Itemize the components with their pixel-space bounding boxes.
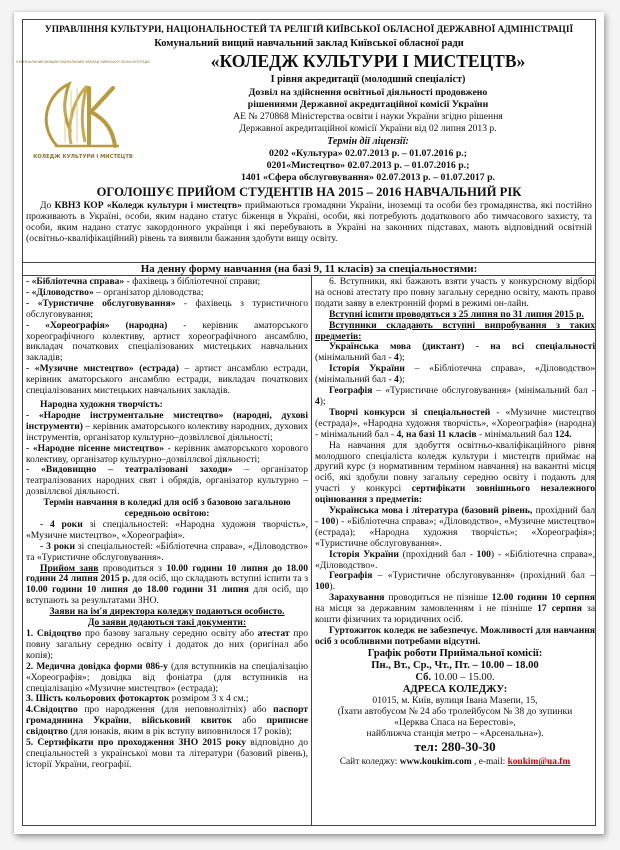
header-ministry: УПРАВЛІННЯ КУЛЬТУРИ, НАЦІОНАЛЬНОСТЕЙ ТА РЕЛІГІЙ КИЇВСЬКОЇ ОБЛАСНОЇ ДЕРЖАВНОЇ АДМІНІСТРАЦІЇ [44, 25, 574, 35]
doc-text: про народження (для неповнолітніх) або [77, 704, 274, 716]
online-application [315, 277, 595, 310]
exam-text: ); [398, 352, 405, 364]
college-title: «КОЛЕДЖ КУЛЬТУРИ І МИСТЕЦТВ» [210, 51, 526, 71]
doc-title: атестат [257, 628, 290, 639]
specialty-name: - «Бібліотечна справа» [26, 276, 125, 287]
saturday-label: Сб. [415, 671, 432, 683]
item-number: 6. [329, 276, 337, 287]
exam-text: - мінімальний бал [476, 428, 555, 440]
website-link[interactable]: www.koukim.com [399, 757, 472, 768]
doc-text: (для юнаків, яким в рік вступу виповнилося 17 років); [67, 726, 292, 738]
enrollment-date: 12.00 години 10 серпня [491, 592, 595, 604]
doc-title: приписне свідоцтво [26, 715, 309, 738]
specialty-tourism [26, 299, 308, 321]
doc-title: 1. Свідоцтво [26, 628, 82, 639]
doc-2 [26, 662, 308, 695]
zno-certificates: сертифікати зовнішнього незалежного оцінювання з предметів: [315, 483, 596, 506]
license-0201: 0201«Мистецтво» 02.07.2013 р. – 01.07.2016 р.; [266, 160, 470, 171]
zno-geography [315, 571, 595, 593]
phone-number: 280-30-30 [441, 739, 496, 755]
specialty-name: - «Народне пісенне мистецтво» [26, 442, 165, 454]
term-4-years [26, 520, 308, 542]
exam-subjects-heading: Вступники складають вступні випробування з таких предметів: [315, 319, 595, 342]
dates-exams: 10.00 години 10 липня до 18.00 години 24 липня 2015 р. [26, 562, 308, 585]
doc-title: 5. Сертифікати про проходження ЗНО 2015 року [26, 737, 247, 749]
zno-text: ) - «Бібліотечна справа», «Діловодство». [315, 548, 595, 571]
doc-text: розміром 3 х 4 см.; [169, 693, 249, 705]
certificate-line-2 [141, 124, 595, 134]
right-column [315, 277, 595, 825]
doc-text: про базову загальну середню освіту або [81, 628, 258, 639]
address-line-2: (Їхати автобусом № 24 або тролейбусом № 38 до зупинки [337, 705, 573, 717]
specialty-folk-instruments [26, 411, 308, 444]
exam-geography [315, 386, 595, 408]
exam-min-score: 124. [554, 428, 572, 440]
zno-history [315, 550, 595, 572]
term-desc: зі спеціальностей: «Народна художня творчість», «Музичне мистецтво», «Хореографія». [26, 518, 308, 541]
doc-text: відповідно до спеціальностей з української мови та літератури (базовий рівень), історії України, географії. [26, 737, 308, 770]
item-text: Вступники, які бажають взяти участь у конкурсному відборі на основі атестату про повну загальну середню освіту, мають право подати заяву в електронній формі в режимі он-лайн. [315, 276, 595, 309]
exam-history [315, 364, 595, 386]
zno-text: На навчання для здобуття освітньо-кваліфікаційного рівня молодшого спеціаліста коледж культури і мистецтв приймає на другий курс (з нормативним терміном навчання) на вакантні місця осіб, які здобули повну загальну середню освіту і подають для участі у конкурсі [315, 439, 595, 495]
address-line-3: «Церква Спаса на Берестові», [394, 716, 516, 728]
specialty-name: - «Діловодство» [26, 286, 94, 298]
exam-name: Українська мова (диктант) - на всі спеціальності [329, 341, 595, 353]
dormitory-note: Гуртожиток коледж не забезпечує. Можливості для навчання осіб з особливими потребами відсутні. [315, 625, 595, 647]
phone-label: тел: [414, 739, 442, 755]
specialty-desc: – артист ансамблю естради, керівник аматорського ансамблю естради, викладач початкових спеціалізованих мистецьких навчальних закладів. [26, 363, 309, 397]
exam-creative [315, 408, 595, 441]
column-divider [311, 276, 312, 825]
doc-1 [26, 629, 308, 662]
zno-text: (прохідний бал - [398, 548, 477, 560]
enrollment-text: проводиться не пізніше [384, 592, 492, 604]
zno-subject: Історія України [329, 548, 399, 560]
exam-ukrainian [315, 342, 595, 364]
zno-paragraph [315, 441, 595, 506]
zno-subject: Географія [329, 570, 373, 582]
exam-min-score: 4 [394, 374, 399, 386]
folk-art-heading: Народна художня творчість: [40, 398, 163, 410]
exam-text: - «Музичне мистецтво (естрада)», «Народна художня творчість», «Хореографія» (народна) - мінімальний бал - [315, 406, 595, 440]
application-dates [26, 564, 308, 608]
admission-headline: ОГОЛОШУЄ ПРИЙОМ СТУДЕНТІВ НА 2015 – 2016 НАВЧАЛЬНИЙ РІК [96, 185, 522, 199]
term-3-years [26, 542, 308, 564]
contacts [315, 757, 595, 768]
enrollment-date: 17 серпня [537, 603, 582, 615]
zno-subject: Українська мова і література (базовий рівень, [329, 505, 533, 517]
specialty-desc: – керівник аматорського колективу народних, духових інструментів, організатор культурно–дозвіллєвої діяльності; [26, 420, 308, 443]
exam-text: ); [319, 395, 326, 407]
doc-4 [26, 705, 308, 738]
study-term-heading: Термін навчання в коледжі для осіб з базовою загальною середньою освітою: [43, 497, 291, 520]
exam-min-score: 4, на базі 11 класів [396, 428, 477, 440]
dates-text: проводиться з [98, 562, 167, 574]
exam-min-score: 4 [315, 395, 320, 407]
logo-caption: КОЛЕДЖ КУЛЬТУРИ І МИСТЕЦТВ [33, 154, 133, 160]
specialty-name: - «Туристичне обслуговування» [26, 297, 176, 309]
enrollment-label: Зарахування [329, 592, 385, 604]
specialty-desc: - фахівець з бібліотечної справи; [124, 276, 261, 287]
exam-text: (мінімальний бал - [315, 352, 395, 364]
schedule-weekdays: Пн., Вт., Ср., Чт., Пт. – 10.00 – 18.00 [371, 659, 539, 671]
doc-text: , [128, 715, 142, 727]
license-0202: 0202 «Культура» 02.07.2013 р. – 01.07.2016 р.; [269, 148, 467, 159]
certificate-text: Державної акредитаційної комісії України від 02 липня 2013 р. [239, 123, 497, 134]
admission-intro [26, 201, 592, 245]
certificate-line-1: АЕ № 270868 Міністерства освіти і науки України згідно рішення [233, 111, 503, 122]
enrollment-dates [315, 593, 595, 626]
specialty-name: - «Народне інструментальне мистецтво» (народні, духові інструменти) [26, 409, 308, 432]
zno-pass-score: 100 [315, 581, 330, 593]
zno-pass-score: 100 [320, 515, 336, 527]
license-1401: 1401 «Сфера обслуговування» 02.07.2013 р. – 01.07.2017 р. [241, 172, 495, 183]
exam-name: Творчі конкурси зі спеціальностей [329, 406, 491, 418]
doc-5 [26, 738, 308, 771]
dates-text: для осіб, що вступають за результатами ЗНО. [26, 584, 309, 607]
specialty-name: - «Музичне мистецтво» (естрада) [26, 363, 179, 375]
license-term-label: Термін дії ліцензії: [327, 136, 409, 147]
poster-frame [16, 19, 596, 826]
doc-text: (для вступників на спеціалізацію «Хореографія»; довідка від фоніатра (для вступників на спеціалізацію «Музичне мистецтво» (естрада); [26, 660, 308, 694]
specialty-choreography [26, 321, 308, 365]
zno-text: – «Туристичне обслуговування» (прохідний бал – [372, 570, 595, 582]
enrollment-text: на місця за державним замовленням і не пізніше [315, 603, 538, 615]
specialty-desc: – організатор діловодства; [93, 286, 204, 298]
email-label: , e-mail: [471, 757, 508, 768]
permit-line-1: Дозвіл на здійснення освітньої діяльності продовжено [248, 87, 488, 98]
saturday-hours: 10.00 – 15.00. [431, 671, 495, 683]
accreditation-level: І рівня акредитації (молодший спеціаліст) [270, 74, 466, 85]
exam-text: – «Бібліотечна справа», «Діловодство» (мінімальний бал - [315, 363, 595, 386]
doc-title: 3. Шість кольорових фотокарток [26, 693, 170, 705]
specialty-desc: - керівник аматорського хорового колективу, організатор культурно–дозвіллєвої діяльності; [26, 442, 308, 465]
term-duration: - 3 роки [40, 540, 75, 552]
zno-ukrainian [315, 506, 595, 550]
zno-text: ). [329, 581, 335, 593]
address-heading: АДРЕСА КОЛЕДЖУ: [402, 683, 508, 695]
phone [315, 739, 595, 755]
specialty-music [26, 364, 308, 397]
doc-text: або [231, 715, 267, 727]
poster-sheet [14, 12, 604, 834]
doc-title: 4.Свідоцтво [26, 704, 78, 716]
intro-college-name: КВНЗ КОР «Коледж культури і мистецтв» [54, 200, 242, 211]
zno-pass-score: 100 [476, 548, 491, 560]
permit-line-2: рішеннями Державної акредитаційної комісії України [247, 99, 489, 110]
specialty-theatrical [26, 465, 308, 498]
exam-name: Географія [329, 385, 373, 397]
left-column [26, 277, 308, 825]
dates-text: для осіб, що складають вступні іспити та з [129, 573, 309, 585]
schedule-saturday [315, 672, 595, 684]
lyre-k-icon [16, 54, 150, 166]
schedule-heading: Графік роботи Приймальної комісії: [367, 647, 543, 659]
specialty-desc: - фахівець з туристичного обслуговування; [26, 297, 308, 320]
specialty-name: - «Хореографія» (народна) [26, 319, 168, 331]
specialty-desc: - керівник аматорського хореографічного колективу, артист хореографічного ансамблю, викладач початкових спеціалізованих мистецьких навчальних закладів; [26, 319, 308, 364]
address-line-1: 01015, м. Київ, вулиця Івана Мазепи, 15, [372, 694, 538, 706]
email-link[interactable]: koukim@ua.fm [507, 757, 571, 768]
documents-heading: До заяви додаються такі документи: [87, 617, 247, 629]
college-logo [16, 54, 150, 166]
dates-label: Прийом заяв [40, 562, 99, 574]
address-line-4: найближча станція метро – «Арсенальна»). [366, 727, 544, 739]
term-duration: - 4 роки [40, 518, 83, 530]
doc-text: про повну загальну середню освіту і додаток до них (оригінал або копія); [26, 628, 308, 661]
intro-lead: До [40, 200, 55, 211]
exam-name: Історія України [329, 363, 405, 375]
dates-zno: 10.00 години 10 липня до 18.00 години 31 липня [26, 584, 249, 596]
exam-dates: Вступні іспити проводяться з 25 липня по 31 липня 2015 р. [329, 308, 584, 320]
term-desc: зі спеціальностей: «Бібліотечна справа», «Діловодство» та «Туристичне обслуговування». [26, 540, 308, 563]
doc-title: військовий квиток [141, 715, 232, 727]
doc-title: паспорт громадянина України [26, 704, 308, 727]
header-institution: Комунальний вищий навчальний заклад Київської обласної ради [154, 38, 464, 49]
exam-text: ); [398, 374, 405, 386]
specialties-heading: На денну форму навчання (на базі 9, 11 класів) за спеціальностями: [140, 263, 478, 275]
site-label: Сайт коледжу: [339, 757, 400, 768]
specialty-desc: – організатор театралізованих народних свят і обрядів, організатор культурно – дозвіллєвої діяльності. [26, 464, 308, 498]
zno-text: прохідний бал - [315, 505, 596, 527]
intro-text: приймаються громадяни України, іноземці та особи без громадянства, які постійно проживають в Україні, особи, яким надано статус біженця в Україні, особи, які потребують додаткового або тимчасового захисту, та особи, яким надано статус закордонного українця і які перебувають в Україні на законних підставах, мають відповідний освітній (освітньо-кваліфікаційний) рівень та виявили бажання здобути вищу освіту. [26, 200, 592, 244]
logo-small-text: КОМУНАЛЬНИЙ ВИЩИЙ НАВЧАЛЬНИЙ ЗАКЛАД КИЇВСЬКОЇ ОБЛАСНОЇ РАДИ [16, 60, 150, 64]
zno-text: ) - «Бібліотечна справа»; «Діловодство», «Музичне мистецтво» (естрада); «Народна художня творчість»; «Хореографія»; «Туристичне обслуговування». [315, 515, 595, 549]
doc-title: 2. Медична довідка форми 086-у [26, 660, 168, 672]
director-note: Заяви на ім'я директора коледжу подаються особисто. [49, 606, 285, 618]
exam-text: – «Туристичне обслуговування» (мінімальний бал - [372, 385, 595, 397]
specialty-folk-singing [26, 444, 308, 466]
specialty-name: - «Видовищно – театралізовані заходи» [26, 464, 233, 476]
enrollment-text: за кошти фізичних та юридичних осіб. [315, 603, 595, 626]
exam-min-score: 4 [394, 352, 399, 364]
